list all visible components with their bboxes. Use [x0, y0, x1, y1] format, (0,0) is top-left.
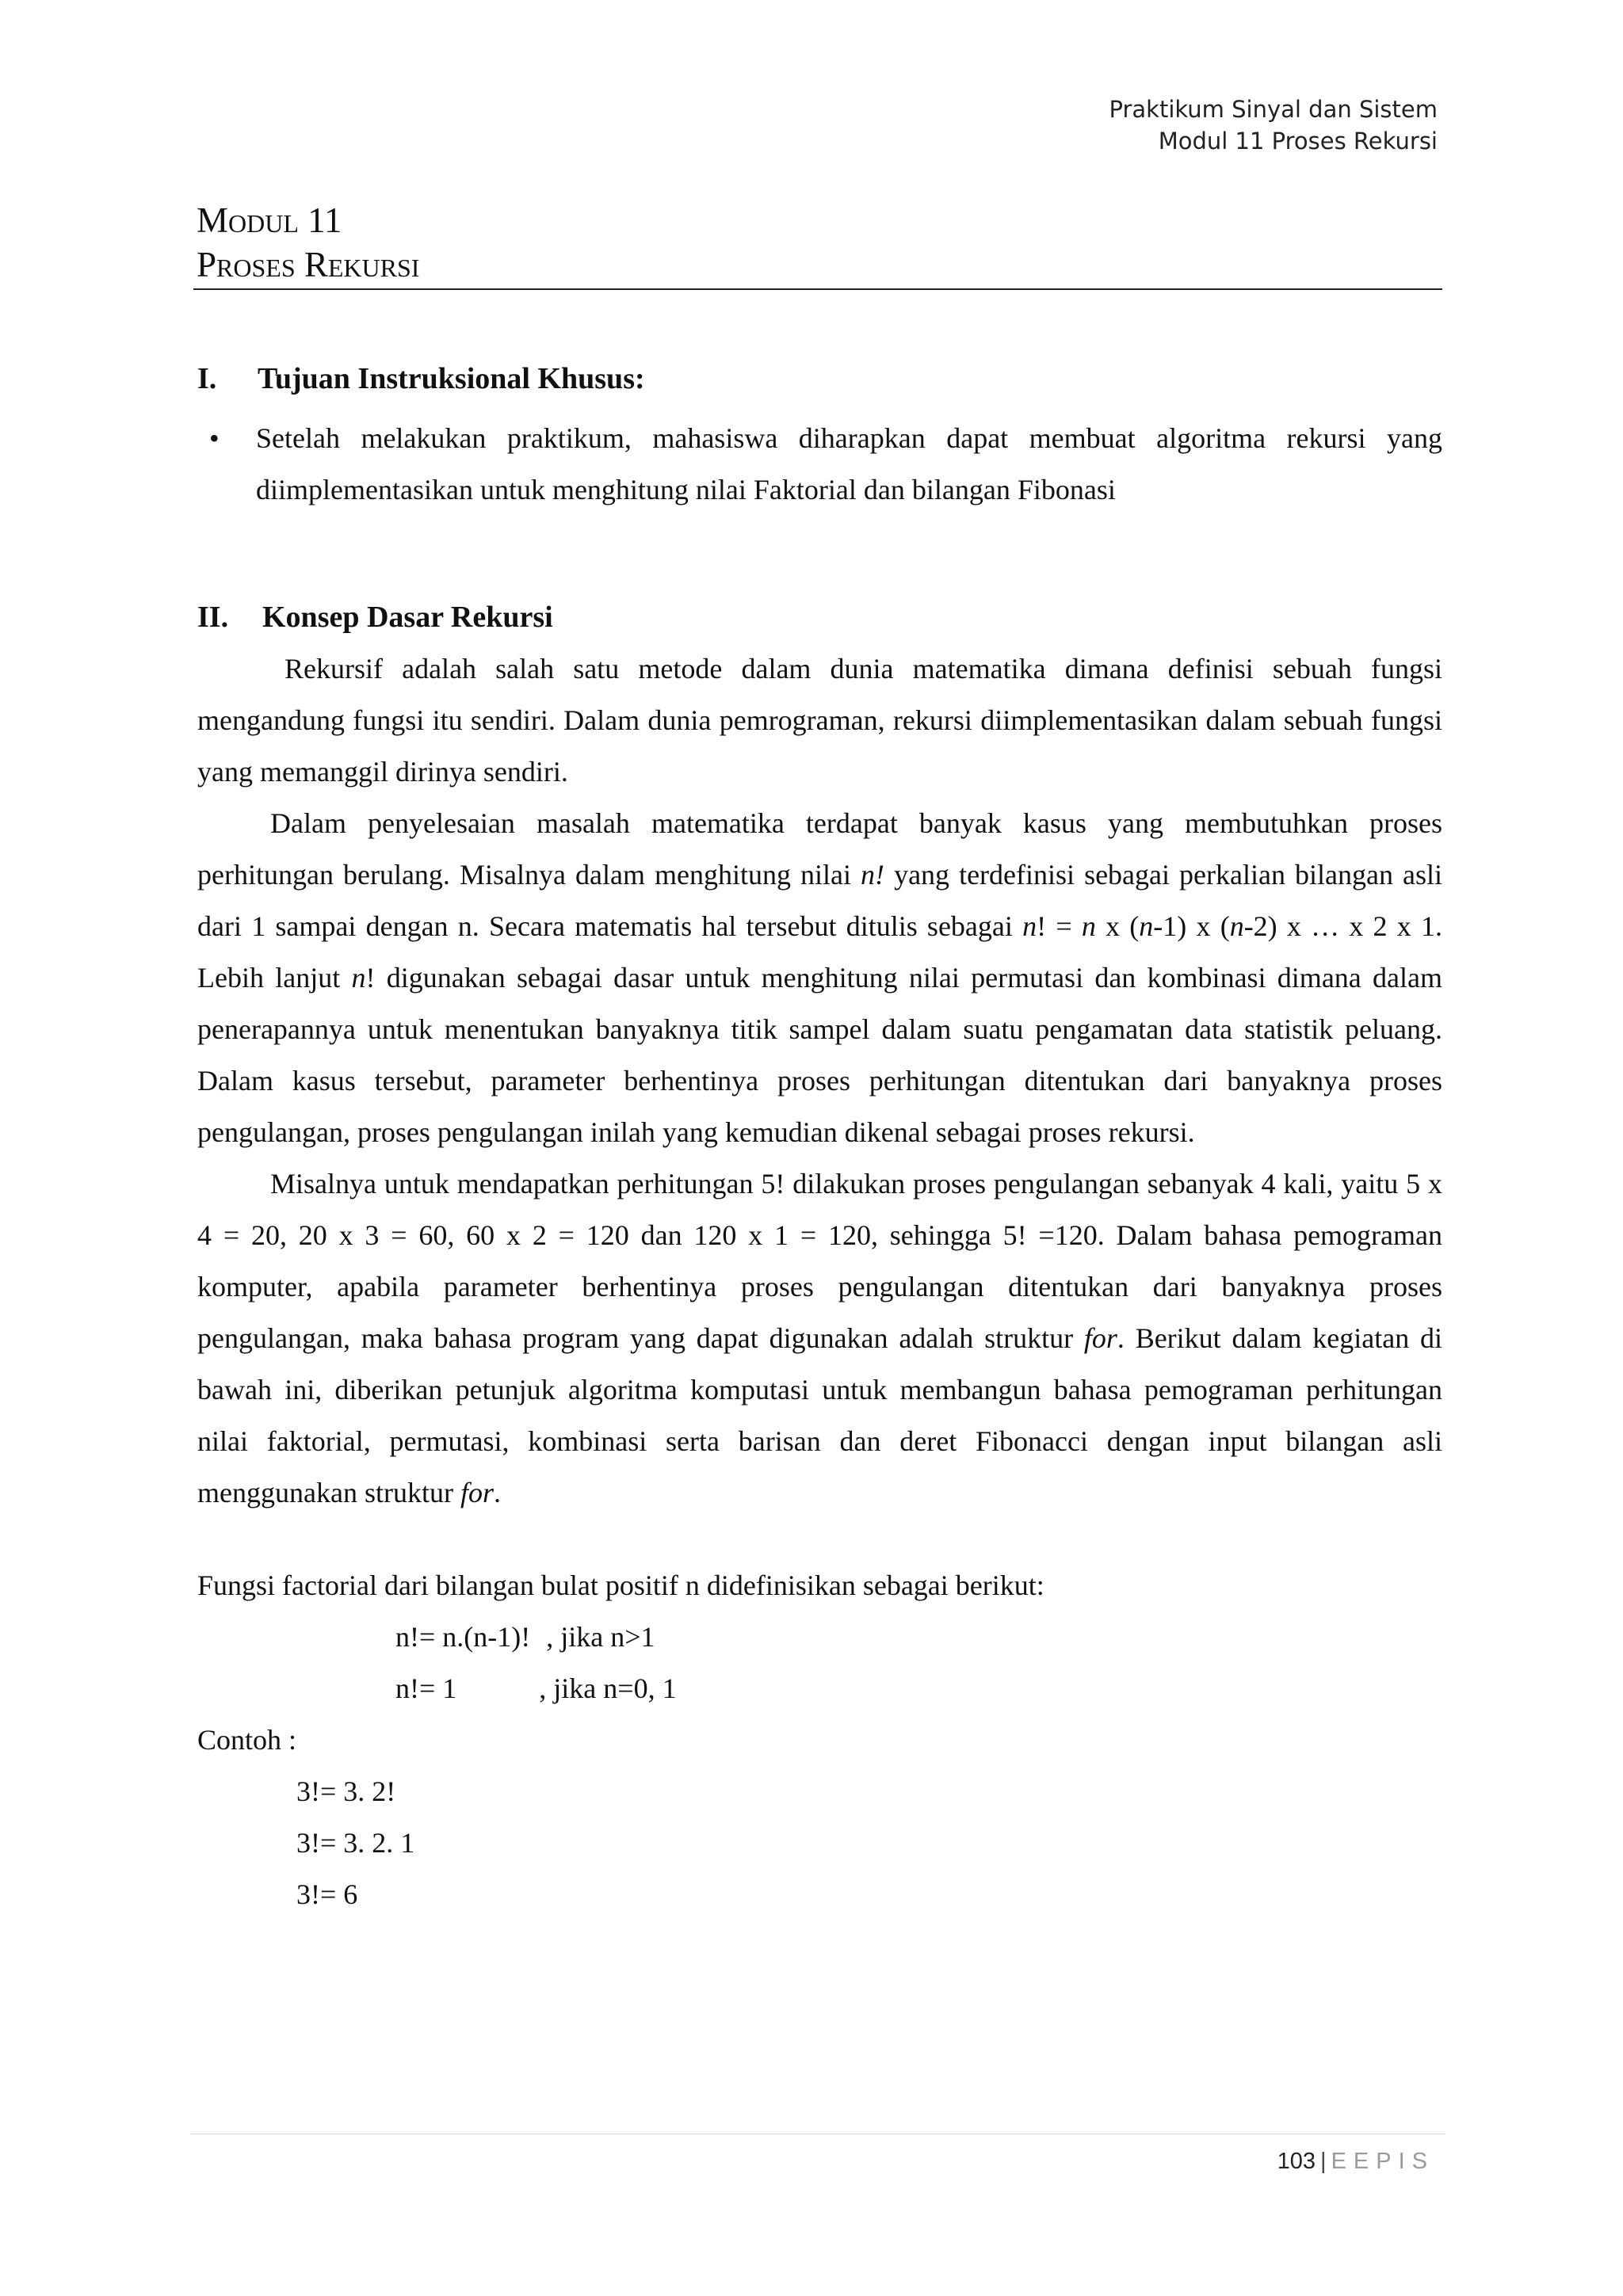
bullet-dot: •: [209, 422, 220, 454]
running-header: [1109, 93, 1438, 157]
p2-italic-n4: n: [1229, 910, 1244, 942]
formula-1-expression: n!= n.(n-1)!: [395, 1621, 531, 1653]
p2-text-c: yang terdefinisi sebagai perkalian bilangan asli dari 1 sampai dengan n. Secara matematis hal tersebut ditulis sebagai: [197, 859, 1442, 942]
paragraph-1: Rekursif adalah salah satu metode dalam dunia matematika dimana definisi sebuah fungsi mengandung fungsi itu sendiri. Dalam dunia pemrograman, rekursi diimplementasikan dalam sebuah fungsi yang memanggil dirinya sendiri.: [197, 653, 1442, 788]
section-2-title: Konsep Dasar Rekursi: [262, 601, 553, 634]
p3-italic-for-2: for: [460, 1477, 494, 1508]
p2-italic-n1: n: [1022, 910, 1037, 942]
module-title-name: Proses Rekursi: [197, 245, 420, 284]
spacer: [197, 516, 1442, 592]
factorial-definition-intro: Fungsi factorial dari bilangan bulat positif n didefinisikan sebagai berikut:: [197, 1569, 1044, 1601]
footer-organization: EEPIS: [1331, 2149, 1434, 2174]
p2-text-i: -1) x (: [1153, 910, 1230, 942]
objective-text: Setelah melakukan praktikum, mahasiswa diharapkan dapat membuat algoritma rekursi yang diimplementasikan untuk menghitung nilai Faktorial dan bilangan Fibonasi: [256, 422, 1442, 505]
footer-separator: |: [1320, 2149, 1327, 2174]
p3-text-a: Misalnya untuk mendapatkan perhitungan 5! dilakukan proses pengulangan sebanyak 4 kali, yaitu 5 x 4 = 20, 20 x 3 = 60, 60 x 2 = 120 dan 120 x 1 = 120, sehingga 5! =120. Dalam bahasa pemograman komputer, apabila parameter berhentinya proses pengulangan ditentukan dari banyaknya proses pengulangan, maka bahasa program yang dapat digunakan adalah struktur: [197, 1168, 1442, 1354]
page-number: 103: [1277, 2149, 1316, 2174]
paragraph-3: [197, 1158, 1442, 1519]
page-body: [197, 353, 1442, 1920]
p3-text-c: . Berikut dalam kegiatan di bawah ini, diberikan petunjuk algoritma komputasi untuk membangun bahasa pemograman perhitungan nilai faktorial, permutasi, kombinasi serta barisan dan deret Fibonacci dengan input bilangan asli menggunakan struktur: [197, 1322, 1442, 1508]
module-title: [197, 198, 419, 287]
p2-italic-n2: n: [1081, 910, 1096, 942]
p2-text-g: x (: [1095, 910, 1140, 942]
factorial-formula-base: [395, 1663, 1442, 1714]
title-divider: [193, 288, 1442, 290]
section-1-heading: [197, 353, 1442, 405]
paragraph-2: [197, 798, 1442, 1158]
example-line-3: 3!= 6: [296, 1878, 358, 1910]
formula-2-expression: n!= 1: [395, 1672, 457, 1704]
header-module: Modul 11 Proses Rekursi: [1158, 128, 1438, 154]
p2-italic-n3: n: [1139, 910, 1154, 942]
factorial-formula-recursive: [395, 1611, 1442, 1663]
page-footer: [1277, 2145, 1434, 2177]
p3-italic-for-1: for: [1083, 1322, 1117, 1354]
module-title-number: Modul 11: [197, 200, 342, 240]
header-course: Praktikum Sinyal dan Sistem: [1109, 96, 1438, 123]
objective-bullet: [197, 413, 1442, 516]
example-line-1: 3!= 3. 2!: [296, 1775, 396, 1807]
p2-italic-nfact: n!: [861, 859, 885, 891]
p3-text-e: .: [493, 1477, 501, 1508]
spacer: [197, 1519, 1442, 1560]
p2-text-e: ! =: [1037, 910, 1082, 942]
formula-1-condition: , jika n>1: [546, 1621, 655, 1653]
example-line-2: 3!= 3. 2. 1: [296, 1827, 415, 1859]
section-2-heading: [197, 592, 1442, 643]
section-2-number: II.: [197, 601, 229, 634]
section-1-title: Tujuan Instruksional Khusus:: [258, 362, 645, 395]
p2-text-m: ! digunakan sebagai dasar untuk menghitung nilai permutasi dan kombinasi dimana dalam penerapannya untuk menentukan banyaknya titik sampel dalam suatu pengamatan data statistik peluang. Dalam kasus tersebut, parameter berhentinya proses perhitungan ditentukan dari banyaknya proses pengulangan, proses pengulangan inilah yang kemudian dikenal sebagai proses rekursi.: [197, 962, 1442, 1148]
example-label: Contoh :: [197, 1724, 297, 1756]
section-1-number: I.: [197, 362, 217, 395]
p2-text-k: -2) x … x 2 x 1. Lebih lanjut: [197, 910, 1442, 994]
formula-2-condition: , jika n=0, 1: [539, 1672, 677, 1704]
p2-text-a: Dalam penyelesaian masalah matematika terdapat banyak kasus yang membutuhkan proses perhitungan berulang. Misalnya dalam menghitung nilai: [197, 807, 1442, 891]
p2-italic-n5: n: [351, 962, 366, 994]
